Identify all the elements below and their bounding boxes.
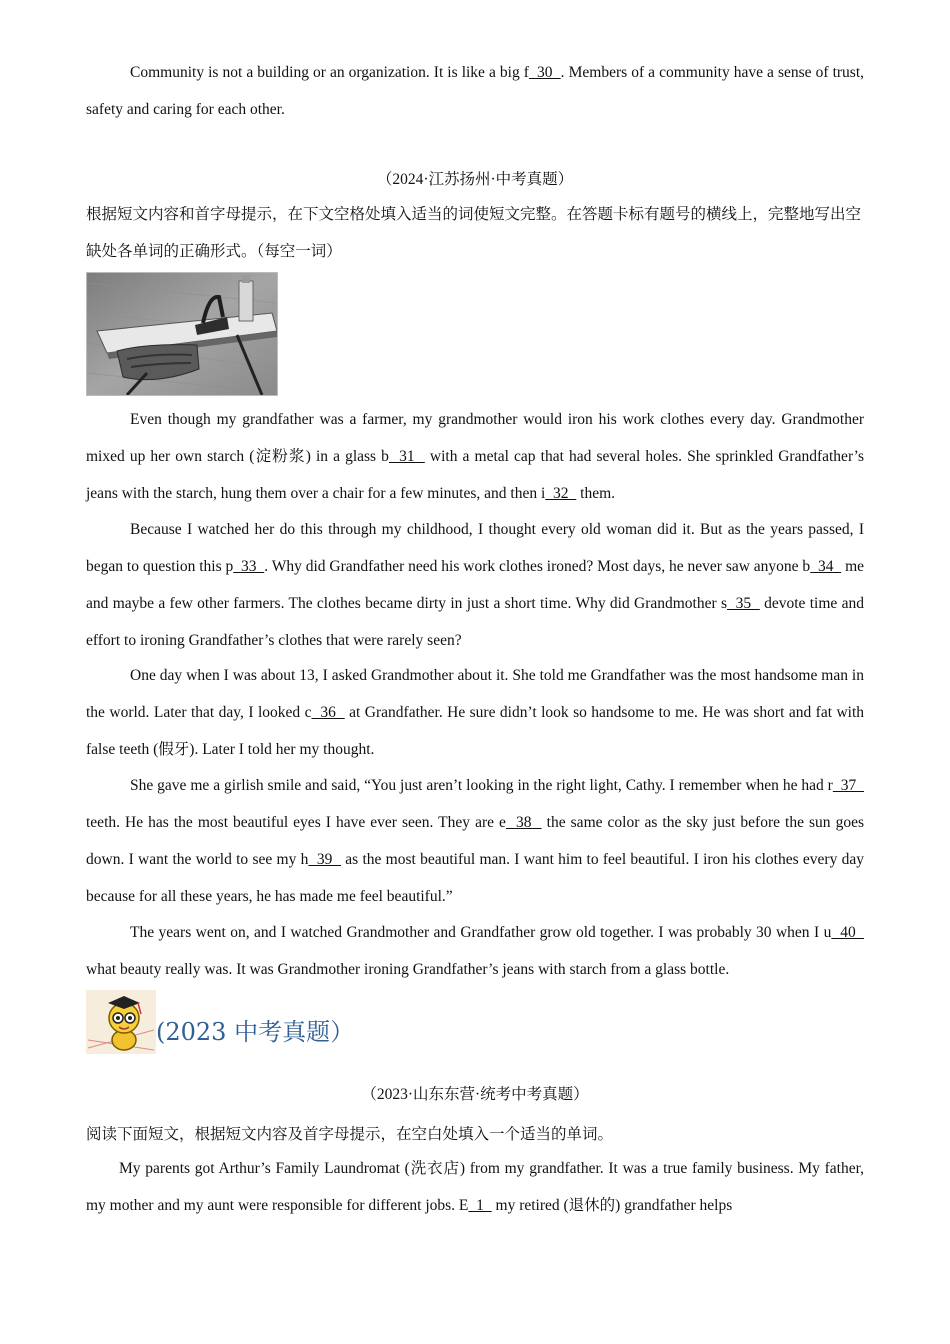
intro-text-end: . Members of a community have a sense of trust, safety and caring for each other. (86, 64, 865, 118)
blank-40: 40 (831, 924, 865, 941)
blank-35: 35 (727, 595, 760, 612)
section-header-2023 (86, 990, 486, 1054)
graduate-mascot-icon (86, 990, 156, 1054)
instruction-2024: 根据短文内容和首字母提示，在下文空格处填入适当的词使短文完整。在答题卡标有题号的横线上，完整地写出空缺处各单词的正确形式。（每空一词） (86, 206, 862, 260)
blank-37: 37 (832, 777, 864, 794)
p5-text-1: The years went on, and I watched Grandmother and Grandfather grow old together. I was probably 30 when I u (130, 924, 832, 941)
p1-text-1: Even though my grandfather was a farmer, my grandmother would iron his work clothes every day. Grandmother mixed up her own starch (淀粉浆) in a glass b (86, 411, 864, 465)
photo-image (87, 273, 277, 395)
passage-paragraph-3 (86, 657, 864, 768)
p5-text-2: what beauty really was. It was Grandmother ironing Grandfather’s jeans with starch from a glass bottle. (86, 961, 730, 978)
blank-36: 36 (311, 704, 345, 721)
blank-38: 38 (505, 814, 542, 831)
p3-text-1: One day when I was about 13, I asked Grandmother about it. She told me Grandfather was the most handsome man in the world. Later that day, I looked c (86, 667, 864, 721)
iron-on-ironing-board-photo (86, 272, 278, 396)
blank-32: 32 (545, 485, 577, 502)
blank-31: 31 (388, 448, 425, 465)
p1-text-2: with a metal cap that had several holes. She sprinkled Grandfather’s jeans with the starch, hung them over a chair for a few minutes, and then i (86, 448, 865, 502)
source-2023: （2023·山东东营·统考中考真题） (361, 1086, 589, 1103)
p2-text-3: me and maybe a few other farmers. The clothes became dirty in just a short time. Why did Grandmother s (86, 558, 864, 612)
intro-text: Community is not a building or an organization. It is like a big f (130, 64, 529, 81)
p3-text-2: at Grandfather. He sure didn’t look so handsome to me. He was short and fat with false teeth (假牙). Later I told her my thought. (86, 704, 864, 758)
blank-39: 39 (308, 851, 341, 868)
p4-text-1: She gave me a girlish smile and said, “You just aren’t looking in the right light, Cathy. I remember when he had r (130, 777, 833, 794)
passage-paragraph-4 (86, 767, 864, 915)
passage-paragraph-1 (86, 401, 864, 512)
p2-text-1: Because I watched her do this through my childhood, I thought every old woman did it. But as the years passed, I began to question this p (86, 521, 864, 575)
p4-text-4: as the most beautiful man. I want him to feel beautiful. I iron his clothes every day because for all these years, he has made me feel beautiful.” (86, 851, 864, 905)
p4-text-3: the same color as the sky just before the sun goes down. I want the world to see my h (86, 814, 865, 868)
source-2024: （2024·江苏扬州·中考真题） (376, 171, 574, 188)
intro-paragraph (86, 54, 864, 128)
p2023-text-1: My parents got Arthur’s Family Laundromat (洗衣店) from my grandfather. It was a true family business. My father, my mother and my aunt were responsible for different jobs. E (86, 1160, 864, 1214)
passage-paragraph-5 (86, 914, 864, 988)
p2-text-4: devote time and effort to ironing Grandfather’s clothes that were rarely seen? (86, 595, 864, 649)
passage-paragraph-2 (86, 511, 864, 659)
blank-1: 1 (468, 1197, 492, 1214)
blank-34: 34 (810, 558, 842, 575)
blank-33: 33 (233, 558, 265, 575)
p2023-text-2: my retired (退休的) grandfather helps (491, 1197, 733, 1214)
section-title-2023: (2023 中考真题） (156, 1018, 355, 1046)
p4-text-2: teeth. He has the most beautiful eyes I have ever seen. They are e (86, 814, 506, 831)
p2-text-2: . Why did Grandfather need his work clothes ironed? Most days, he never saw anyone b (264, 558, 811, 575)
passage-2023-paragraph-1 (86, 1150, 864, 1224)
p1-text-3: them. (576, 485, 616, 502)
blank-30: 30 (528, 64, 561, 81)
instruction-2023: 阅读下面短文，根据短文内容及首字母提示，在空白处填入一个适当的单词。 (86, 1126, 614, 1143)
